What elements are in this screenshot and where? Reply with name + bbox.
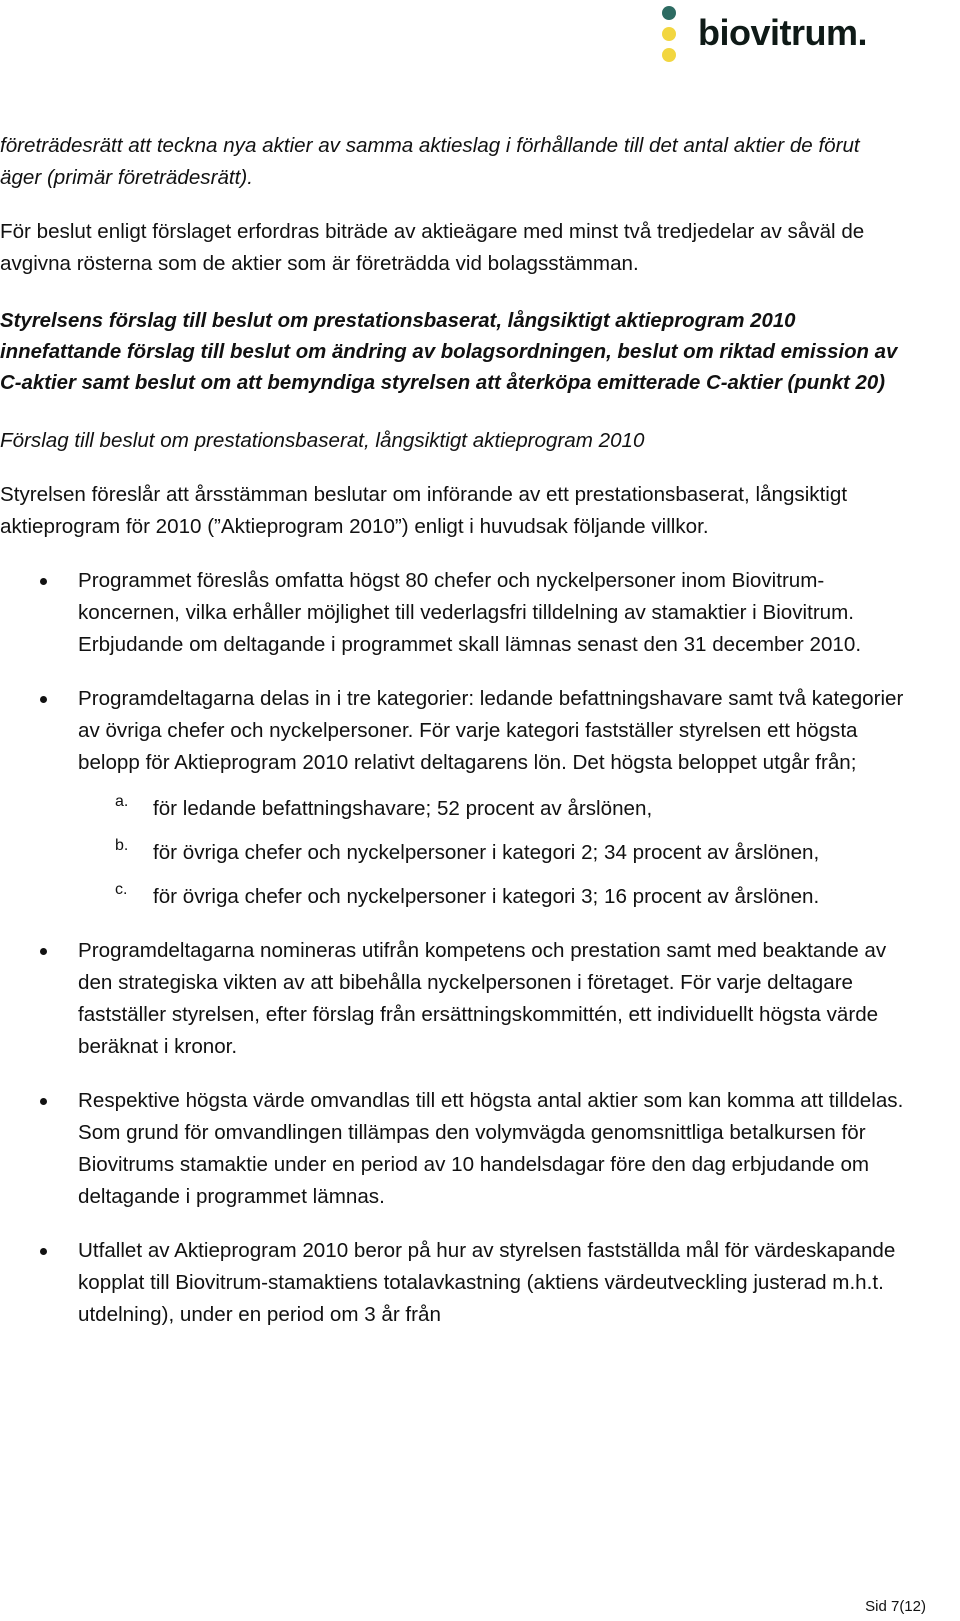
list-item-text: Programdeltagarna nomineras utifrån kompetens och prestation samt med beaktande av den strategiska vikten av att bibehålla nyckelpersonen i företaget. För varje deltagare fastställer styrelsen, efter förslag från ersättningskommittén, ett individuellt högsta värde beräknat i kronor. <box>78 939 887 1058</box>
sublist-label: b. <box>115 837 129 854</box>
paragraph-majority-requirement: För beslut enligt förslaget erfordras biträde av aktieägare med minst två tredjedelar av såväl de avgivna rösterna som de aktier som är företrädda vid bolagsstämman. <box>0 220 865 275</box>
list-item-text: Respektive högsta värde omvandlas till ett högsta antal aktier som kan komma att tilldelas. Som grund för omvandlingen tillämpas den volymvägda genomsnittliga betalkursen för Biovitrums stamaktie under en period av 10 handelsdagar före den dag erbjudande om deltagande i programmet lämnas. <box>78 1089 904 1208</box>
bullet-icon <box>40 1098 47 1105</box>
document-body <box>0 130 905 1331</box>
sublist-item <box>0 881 905 913</box>
list-item-text: Programmet föreslås omfatta högst 80 chefer och nyckelpersoner inom Biovitrum-koncernen, vilka erhåller möjlighet till vederlagsfri tilldelning av stamaktier i Biovitrum. Erbjudande om deltagande i programmet skall lämnas senast den 31 december 2010. <box>78 569 862 656</box>
sublist-text: för övriga chefer och nyckelpersoner i kategori 3; 16 procent av årslönen. <box>153 885 820 908</box>
list-item <box>0 1085 905 1213</box>
sublist-label: a. <box>115 793 129 810</box>
bullet-icon <box>40 1248 47 1255</box>
bullet-icon <box>40 578 47 585</box>
sublist-item <box>0 837 905 869</box>
section-subheading: Förslag till beslut om prestationsbaserat, långsiktigt aktieprogram 2010 <box>0 429 645 452</box>
paragraph-continuation: företrädesrätt att teckna nya aktier av samma aktieslag i förhållande till det antal aktier de förut äger (primär företrädesrätt). <box>0 134 860 189</box>
sublist-label: c. <box>115 881 128 898</box>
biovitrum-logo <box>660 4 920 64</box>
section-heading: Styrelsens förslag till beslut om prestationsbaserat, långsiktigt aktieprogram 2010 innefattande förslag till beslut om ändring av bolagsordningen, beslut om riktad emission av C-aktier samt beslut om att bemyndiga styrelsen att återköpa emitterade C-aktier (punkt 20) <box>0 310 898 394</box>
list-item <box>0 683 905 779</box>
logo-dot-green <box>662 6 676 20</box>
list-item-text: Utfallet av Aktieprogram 2010 beror på hur av styrelsen fastställda mål för värdeskapande kopplat till Biovitrum-stamaktiens totalavkastning (aktiens värdeutveckling justerad m.h.t. utdelning), under en period om 3 år från <box>78 1239 896 1326</box>
page-number: Sid 7(12) <box>865 1598 926 1615</box>
list-item-text: Programdeltagarna delas in i tre kategorier: ledande befattningshavare samt två kategorier av övriga chefer och nyckelpersoner. För varje kategori fastställer styrelsen ett högsta belopp för Aktieprogram 2010 relativt deltagarens lön. Det högsta beloppet utgår från; <box>78 687 904 774</box>
logo-dot-yellow <box>662 27 676 41</box>
logo-wordmark: biovitrum. <box>698 12 868 53</box>
bullet-icon <box>40 948 47 955</box>
sublist-text: för övriga chefer och nyckelpersoner i kategori 2; 34 procent av årslönen, <box>153 841 820 864</box>
list-item <box>0 565 905 661</box>
logo-dot-yellow <box>662 48 676 62</box>
logo-dots-icon <box>660 6 678 64</box>
sublist-text: för ledande befattningshavare; 52 procent av årslönen, <box>153 797 653 820</box>
list-item <box>0 935 905 1063</box>
sublist-item <box>0 793 905 825</box>
bullet-icon <box>40 696 47 703</box>
list-item <box>0 1235 905 1331</box>
paragraph-intro: Styrelsen föreslår att årsstämman beslutar om införande av ett prestationsbaserat, långsiktigt aktieprogram för 2010 (”Aktieprogram 2010”) enligt i huvudsak följande villkor. <box>0 483 848 538</box>
